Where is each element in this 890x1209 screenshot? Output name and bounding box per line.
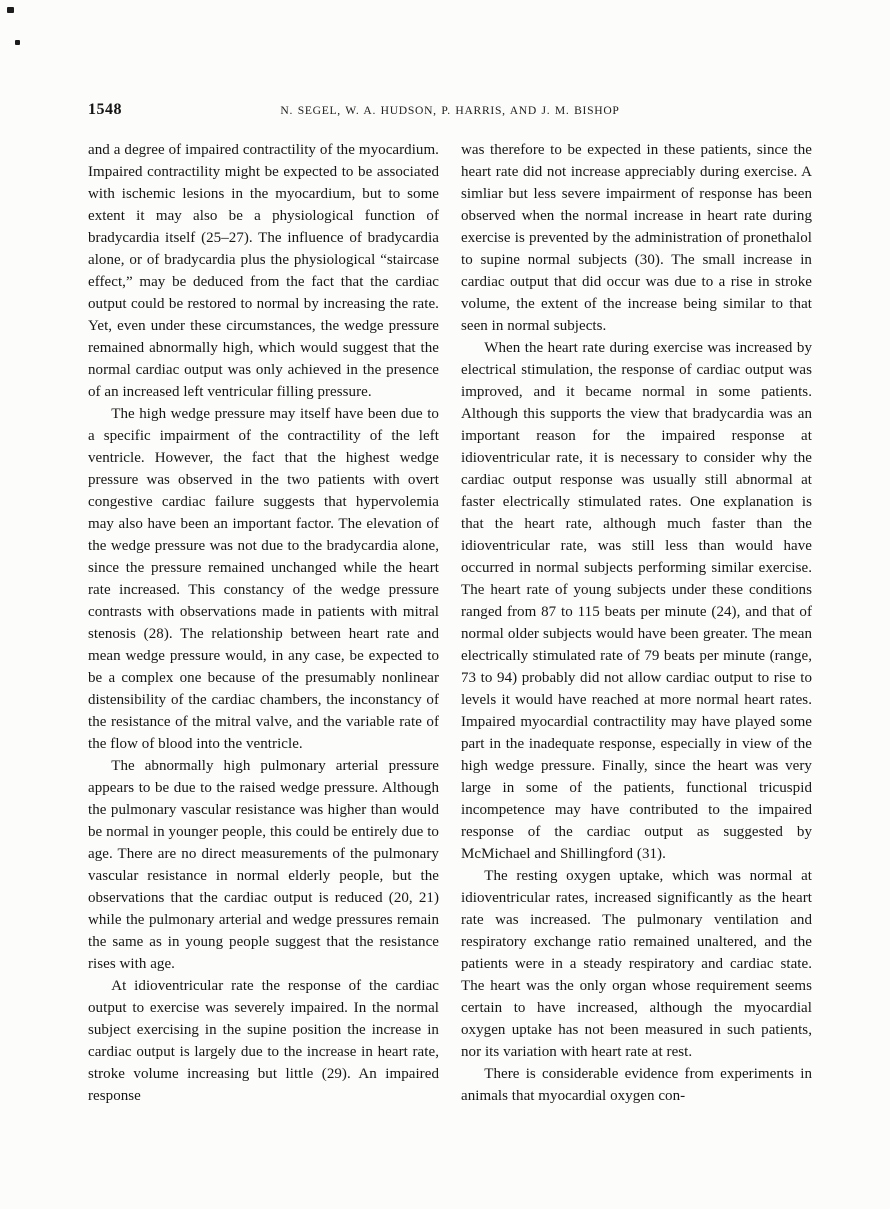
paragraph: was therefore to be expected in these patients, since the heart rate did not increase appreciably during exercise. A simliar but less severe impairment of response has been observed when the normal increase in heart rate during exercise is prevented by the administration of pronethalol to supine normal subjects (30). The small increase in cardiac output that did occur was due to a rise in stroke volume, the extent of the increase being similar to that seen in normal subjects. [461, 142, 812, 334]
page-header [88, 101, 812, 121]
right-column [461, 139, 812, 1107]
left-column [88, 139, 439, 1107]
page-number: 1548 [88, 101, 122, 118]
paragraph: At idioventricular rate the response of the cardiac output to exercise was severely impaired. In the normal subject exercising in the supine position the increase in cardiac output is largely due to the increase in heart rate, stroke volume increasing but little (29). An impaired response [88, 978, 439, 1104]
paragraph: When the heart rate during exercise was increased by electrical stimulation, the response of cardiac output was improved, and it became normal in some patients. Although this supports the view that bradycardia was an important reason for the impaired response at idioventricular rate, it is necessary to consider why the cardiac output response was usually still abnormal at faster electrically stimulated rates. One explanation is that the heart rate, although much faster than the idioventricular rate, was still less than would have occurred in normal subjects performing similar exercise. The heart rate of young subjects under these conditions ranged from 87 to 115 beats per minute (24), and that of normal older subjects would have been greater. The mean electrically stimulated rate of 79 beats per minute (range, 73 to 94) probably did not allow cardiac output to rise to levels it would have reached at more normal heart rates. Impaired myocardial contractility may have played some part in the inadequate response, especially in view of the high wedge pressure. Finally, since the heart was very large in some of the patients, functional tricuspid incompetence may have contributed to the impaired response of the cardiac output as suggested by McMichael and Shillingford (31). [461, 340, 812, 862]
running-header-authors: N. SEGEL, W. A. HUDSON, P. HARRIS, AND J. M. BISHOP [280, 104, 620, 117]
scan-artifact [7, 7, 14, 13]
body-columns [88, 139, 812, 1107]
paragraph: The abnormally high pulmonary arterial pressure appears to be due to the raised wedge pressure. Although the pulmonary vascular resistance was higher than would be normal in younger people, this could be entirely due to age. There are no direct measurements of the pulmonary vascular resistance in normal elderly people, but the observations that the cardiac output is reduced (20, 21) while the pulmonary arterial and wedge pressures remain the same as in young people suggest that the resistance rises with age. [88, 758, 439, 972]
paragraph: There is considerable evidence from experiments in animals that myocardial oxygen con- [461, 1066, 812, 1104]
scan-artifact [15, 40, 20, 45]
paragraph: The resting oxygen uptake, which was normal at idioventricular rates, increased significantly as the heart rate was increased. The pulmonary ventilation and respiratory exchange ratio remained unaltered, and the patients were in a steady respiratory and cardiac state. The heart was the only organ whose requirement seems certain to have increased, although the myocardial oxygen uptake has not been measured in such patients, nor its variation with heart rate at rest. [461, 868, 812, 1060]
paragraph: The high wedge pressure may itself have been due to a specific impairment of the contractility of the left ventricle. However, the fact that the highest wedge pressure was observed in the two patients with overt congestive cardiac failure suggests that hypervolemia may also have been an important factor. The elevation of the wedge pressure was not due to the bradycardia alone, since the pressure remained unchanged while the heart rate increased. This constancy of the wedge pressure contrasts with observations made in patients with mitral stenosis (28). The relationship between heart rate and mean wedge pressure would, in any case, be expected to be a complex one because of the presumably nonlinear distensibility of the cardiac chambers, the inconstancy of the resistance of the mitral valve, and the variable rate of the flow of blood into the ventricle. [88, 406, 439, 752]
paragraph: and a degree of impaired contractility of the myocardium. Impaired contractility might be expected to be associated with ischemic lesions in the myocardium, but to some extent it may also be a physiological function of bradycardia itself (25–27). The influence of bradycardia alone, or of bradycardia plus the physiological “staircase effect,” may be deduced from the fact that the cardiac output could be restored to normal by increasing the rate. Yet, even under these circumstances, the wedge pressure remained abnormally high, which would suggest that the normal cardiac output was only achieved in the presence of an increased left ventricular filling pressure. [88, 142, 439, 400]
